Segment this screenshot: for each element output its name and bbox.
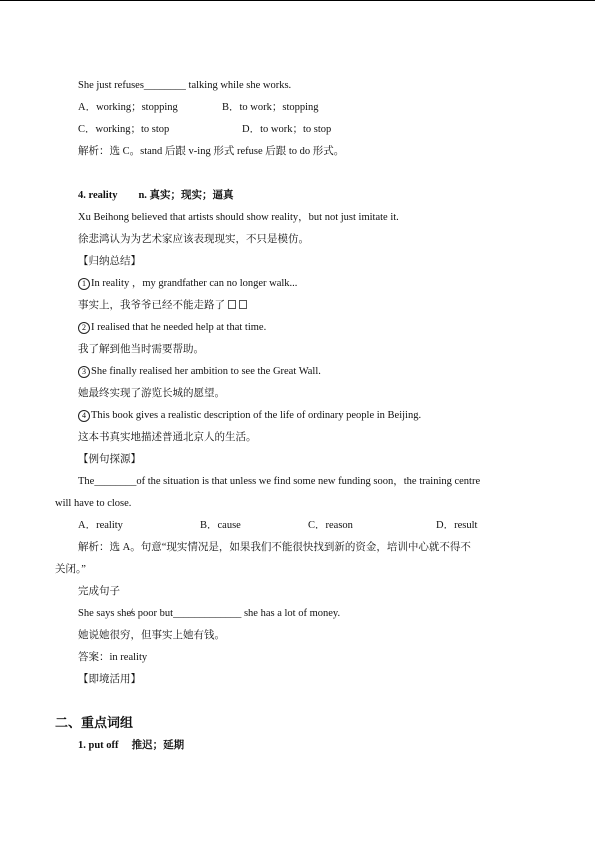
option-a: A．reality [78, 520, 123, 531]
header-rule [0, 0, 595, 1]
analysis-line-1: 解析：选 A。句意“现实情况是，如果我们不能很快找到新的资金，培训中心就不得不 [78, 542, 471, 553]
example-zh: 徐悲鸿认为为艺术家应该表现现实，不只是模仿。 [78, 234, 309, 245]
question-line-2: will have to close. [55, 498, 132, 509]
analysis: 解析：选 C。stand 后跟 v-ing 形式 refuse 后跟 to do 形式。 [78, 146, 345, 157]
option-d: D．to work；to stop [242, 124, 332, 135]
answer: 答案：in reality [78, 652, 148, 663]
option-d: D．result [436, 520, 478, 531]
example-source-label: 【例句探源】 [78, 454, 141, 465]
placeholder-box [228, 300, 236, 309]
option-a: A．working；stopping [78, 102, 178, 113]
circled-number: 1 [78, 278, 90, 290]
complete-sentence-en: She says she̸s poor but_____________ she has a lot of money. [78, 608, 341, 619]
question-line-1: The________of the situation is that unless we find some new funding soon，the training centre [78, 476, 481, 487]
summary-item-1-zh: 事实上，我爷爷已经不能走路了 [78, 299, 247, 313]
summary-item-3-en: 3 She finally realised her ambition to see the Great Wall. [78, 365, 321, 379]
option-b: B．to work；stopping [222, 102, 319, 113]
summary-item-1-en: 1 In reality ，my grandfather can no longer walk... [78, 277, 297, 291]
complete-sentence-zh: 她说她很穷，但事实上她有钱。 [78, 630, 225, 641]
summary-label: 【归纳总结】 [78, 256, 141, 267]
option-c: C．working；to stop [78, 124, 170, 135]
circled-number: 4 [78, 410, 90, 422]
circled-number: 3 [78, 366, 90, 378]
complete-sentence-label: 完成句子 [78, 586, 120, 597]
option-c: C．reason [308, 520, 353, 531]
placeholder-box [239, 300, 247, 309]
phrase-item-1: 1. put off 推迟；延期 [78, 740, 185, 751]
apply-label: 【即境活用】 [78, 674, 141, 685]
example-en: Xu Beihong believed that artists should show reality，but not just imitate it. [78, 212, 399, 223]
section-heading: 二、重点词组 [55, 715, 134, 730]
option-b: B．cause [200, 520, 241, 531]
vocab-title: 4. reality n. 真实；现实；逼真 [78, 190, 234, 201]
circled-number: 2 [78, 322, 90, 334]
summary-item-4-en: 4 This book gives a realistic description of the life of ordinary people in Beijing. [78, 409, 421, 423]
summary-item-2-en: 2 I realised that he needed help at that time. [78, 321, 266, 335]
summary-item-4-zh: 这本书真实地描述普通北京人的生活。 [78, 432, 257, 443]
question-sentence: She just refuses________ talking while she works. [78, 80, 292, 91]
summary-item-2-zh: 我了解到他当时需要帮助。 [78, 344, 204, 355]
summary-item-3-zh: 她最终实现了游览长城的愿望。 [78, 388, 225, 399]
analysis-line-2: 关闭。” [55, 564, 86, 575]
